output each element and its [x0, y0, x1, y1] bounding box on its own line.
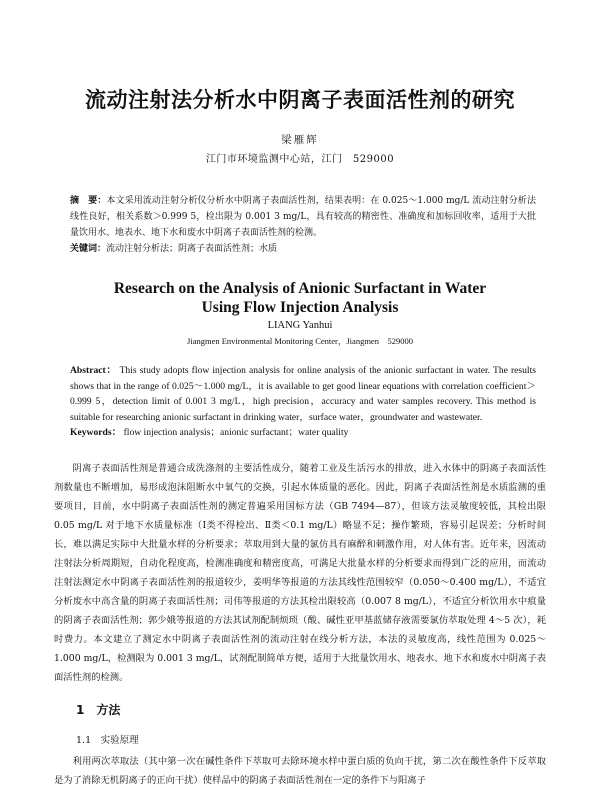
chinese-author: 梁雁辉: [281, 134, 319, 146]
chinese-abstract-label: 摘 要：: [70, 196, 107, 206]
english-keywords-label: Keywords：: [70, 427, 122, 438]
english-keywords: [40, 425, 560, 441]
english-keywords-text: flow injection analysis；anionic surfactant；water quality: [123, 427, 349, 438]
section-1-heading: 1 方法: [76, 702, 121, 717]
section-1-1-heading: 1.1 实验原理: [76, 734, 139, 746]
introduction-paragraph: 阴离子表面活性剂是普通合成洗涤剂的主要活性成分，随着工业及生活污水的排放，进入水体中的阴离子表面活性剂数量也不断增加，易形成泡沫阻断水中氧气的交换，引起水体质量的恶化。因此，阴离子表面活性剂是水质监测的重要项目，目前，水中阴离子表面活性剂的测定普遍采用国标方法（GB 7494—87），但该方法灵敏度较低，其检出限 0.05 mg/L 对于地下水质量标准（Ⅰ类不得检出、Ⅱ类＜0.1 mg/L）略显不足；操作繁琐，容易引起误差；分析时间长，难以满足实际中大批量水样的分析要求；萃取用到大量的氯仿具有麻醉和刺激作用，对人体有害。近年来，因流动注射法分析周期短，自动化程度高，检测准确度和精密度高，可满足大批量水样的分析要求而得到广泛的应用，而流动注射法测定水中阴离子表面活性剂的报道较少，姜明华等报道的方法其线性范围较窄（0.050～0.400 mg/L），不适宜分析废水中高含量的阴离子表面活性剂；司伟等报道的方法其检出限较高（0.007 8 mg/L），不适宜分析饮用水中痕量的阴离子表面活性剂；郭少娥等报道的方法其试剂配制烦琐（酸、碱性亚甲基蓝储存液需要氯仿萃取处理 4～5 次），耗时费力。本文建立了测定水中阴离子表面活性剂的流动注射在线分析方法，本法的灵敏度高，线性范围为 0.025～1.000 mg/L，检测限为 0.001 3 mg/L，试剂配制简单方便，适用于大批量饮用水、地表水、地下水和废水中阴离子表面活性剂的检测。: [54, 462, 546, 683]
english-abstract-text: This study adopts flow injection analysis for online analysis of the anionic surfactant in water. The results shows that in the range of 0.025～1.000 mg/L，it is available to get good linear equations with correlation coefficient＞0.999 5，detection limit of 0.001 3 mg/L，high precision，accuracy and water samples recovery. This method is suitable for researching anionic surfactant in drinking water，surface water，groundwater and wastewater.: [70, 365, 536, 423]
chinese-abstract-text: 本文采用流动注射分析仪分析水中阴离子表面活性剂，结果表明：在 0.025～1.000 mg/L 流动注射分析法线性良好，相关系数＞0.999 5，检出限为 0.001 3 mg/L，具有较高的精密性、准确度和加标回收率，适用于大批量饮用水、地表水、地下水和废水中阴离子表面活性剂的检测。: [70, 196, 536, 238]
chinese-title: 流动注射法分析水中阴离子表面活性剂的研究: [85, 88, 515, 112]
chinese-keywords: [40, 241, 560, 257]
english-abstract: [40, 363, 560, 425]
chinese-affiliation: 江门市环境监测中心站，江门 529000: [205, 154, 395, 165]
chinese-keywords-text: 流动注射分析法；阴离子表面活性剂；水质: [106, 244, 278, 254]
chinese-abstract: [40, 193, 560, 241]
english-author: LIANG Yanhui: [267, 320, 333, 331]
english-title: [40, 279, 560, 317]
english-title-line1: Research on the Analysis of Anionic Surfactant in Water: [113, 280, 487, 297]
chinese-keywords-label: 关键词：: [70, 244, 107, 254]
section-1-1-paragraph: 利用两次萃取法（其中第一次在碱性条件下萃取可去除环境水样中蛋白质的负向干扰，第二次在酸性条件下反萃取是为了消除无机阴离子的正向干扰）使样品中的阴离子表面活性剂在一定的条件下与阳离子: [54, 755, 546, 786]
english-title-line2: Using Flow Injection Analysis: [201, 299, 399, 316]
english-affiliation: Jiangmen Environmental Monitoring Center，Jiangmen 529000: [187, 336, 413, 346]
english-abstract-label: Abstract：: [70, 365, 117, 376]
